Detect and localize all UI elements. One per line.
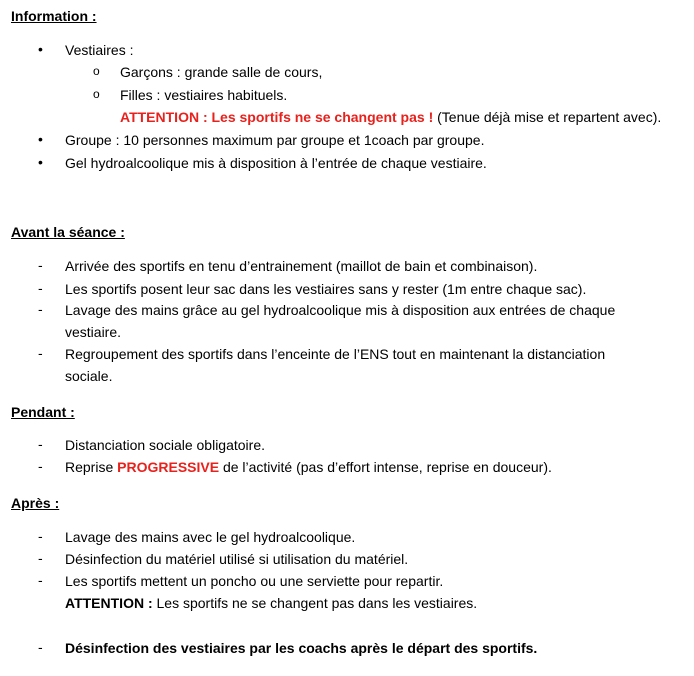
pendant-2-pre: Reprise <box>65 459 118 475</box>
bullet-dash-icon: - <box>38 280 43 296</box>
bullet-dot-icon: • <box>38 131 43 147</box>
progressive-red-text: PROGRESSIVE <box>117 459 220 475</box>
bullet-dash-icon: - <box>38 528 43 544</box>
bullet-dash-icon: - <box>38 301 43 317</box>
bullet-dash-icon: - <box>38 458 43 474</box>
bullet-dash-icon: - <box>38 550 43 566</box>
attention-line <box>120 108 661 126</box>
bullet-circle-icon: o <box>93 87 100 101</box>
section-heading-pendant: Pendant : <box>11 404 75 420</box>
list-item-pendant-2 <box>65 458 552 476</box>
list-item-avant-4: Regroupement des sportifs dans l’enceinte de l’ENS tout en maintenant la distanciation <box>65 346 606 362</box>
sublist-item-garcons: Garçons : grande salle de cours, <box>120 64 323 80</box>
list-item-groupe: Groupe : 10 personnes maximum par groupe et 1coach par groupe. <box>65 132 485 148</box>
bullet-dot-icon: • <box>38 154 43 170</box>
apres-attention-rest: Les sportifs ne se changent pas dans les vestiaires. <box>152 595 478 611</box>
list-item-apres-1: Lavage des mains avec le gel hydroalcoolique. <box>65 529 356 545</box>
attention-red-text: ATTENTION : Les sportifs ne se changent pas ! <box>120 109 434 125</box>
list-item-gel: Gel hydroalcoolique mis à disposition à l’entrée de chaque vestiaire. <box>65 155 487 171</box>
apres-attention-line <box>65 594 477 612</box>
bullet-dot-icon: • <box>38 41 43 57</box>
list-item-avant-1: Arrivée des sportifs en tenu d’entrainement (maillot de bain et combinaison). <box>65 258 538 274</box>
bullet-dash-icon: - <box>38 257 43 273</box>
bullet-dash-icon: - <box>38 572 43 588</box>
bullet-dash-icon: - <box>38 436 43 452</box>
section-heading-avant: Avant la séance : <box>11 224 125 240</box>
bullet-dash-icon: - <box>38 639 43 655</box>
list-item-vestiaires: Vestiaires : <box>65 42 134 58</box>
section-heading-information: Information : <box>11 8 97 24</box>
list-item-apres-3: Les sportifs mettent un poncho ou une serviette pour repartir. <box>65 573 444 589</box>
section-heading-apres: Après : <box>11 495 60 511</box>
bullet-circle-icon: o <box>93 64 100 78</box>
list-item-apres-2: Désinfection du matériel utilisé si utilisation du matériel. <box>65 551 409 567</box>
bullet-dash-icon: - <box>38 345 43 361</box>
list-item-avant-3-cont: vestiaire. <box>65 324 122 340</box>
list-item-pendant-1: Distanciation sociale obligatoire. <box>65 437 265 453</box>
list-item-apres-4: Désinfection des vestiaires par les coachs après le départ des sportifs. <box>65 640 538 656</box>
sublist-item-filles: Filles : vestiaires habituels. <box>120 87 288 103</box>
pendant-2-post: de l’activité (pas d’effort intense, reprise en douceur). <box>219 459 552 475</box>
list-item-avant-2: Les sportifs posent leur sac dans les vestiaires sans y rester (1m entre chaque sac). <box>65 281 587 297</box>
attention-rest-text: (Tenue déjà mise et repartent avec). <box>433 109 662 125</box>
list-item-avant-3: Lavage des mains grâce au gel hydroalcoolique mis à disposition aux entrées de chaque <box>65 302 616 318</box>
list-item-avant-4-cont: sociale. <box>65 368 113 384</box>
apres-attention-bold: ATTENTION : <box>65 595 153 611</box>
